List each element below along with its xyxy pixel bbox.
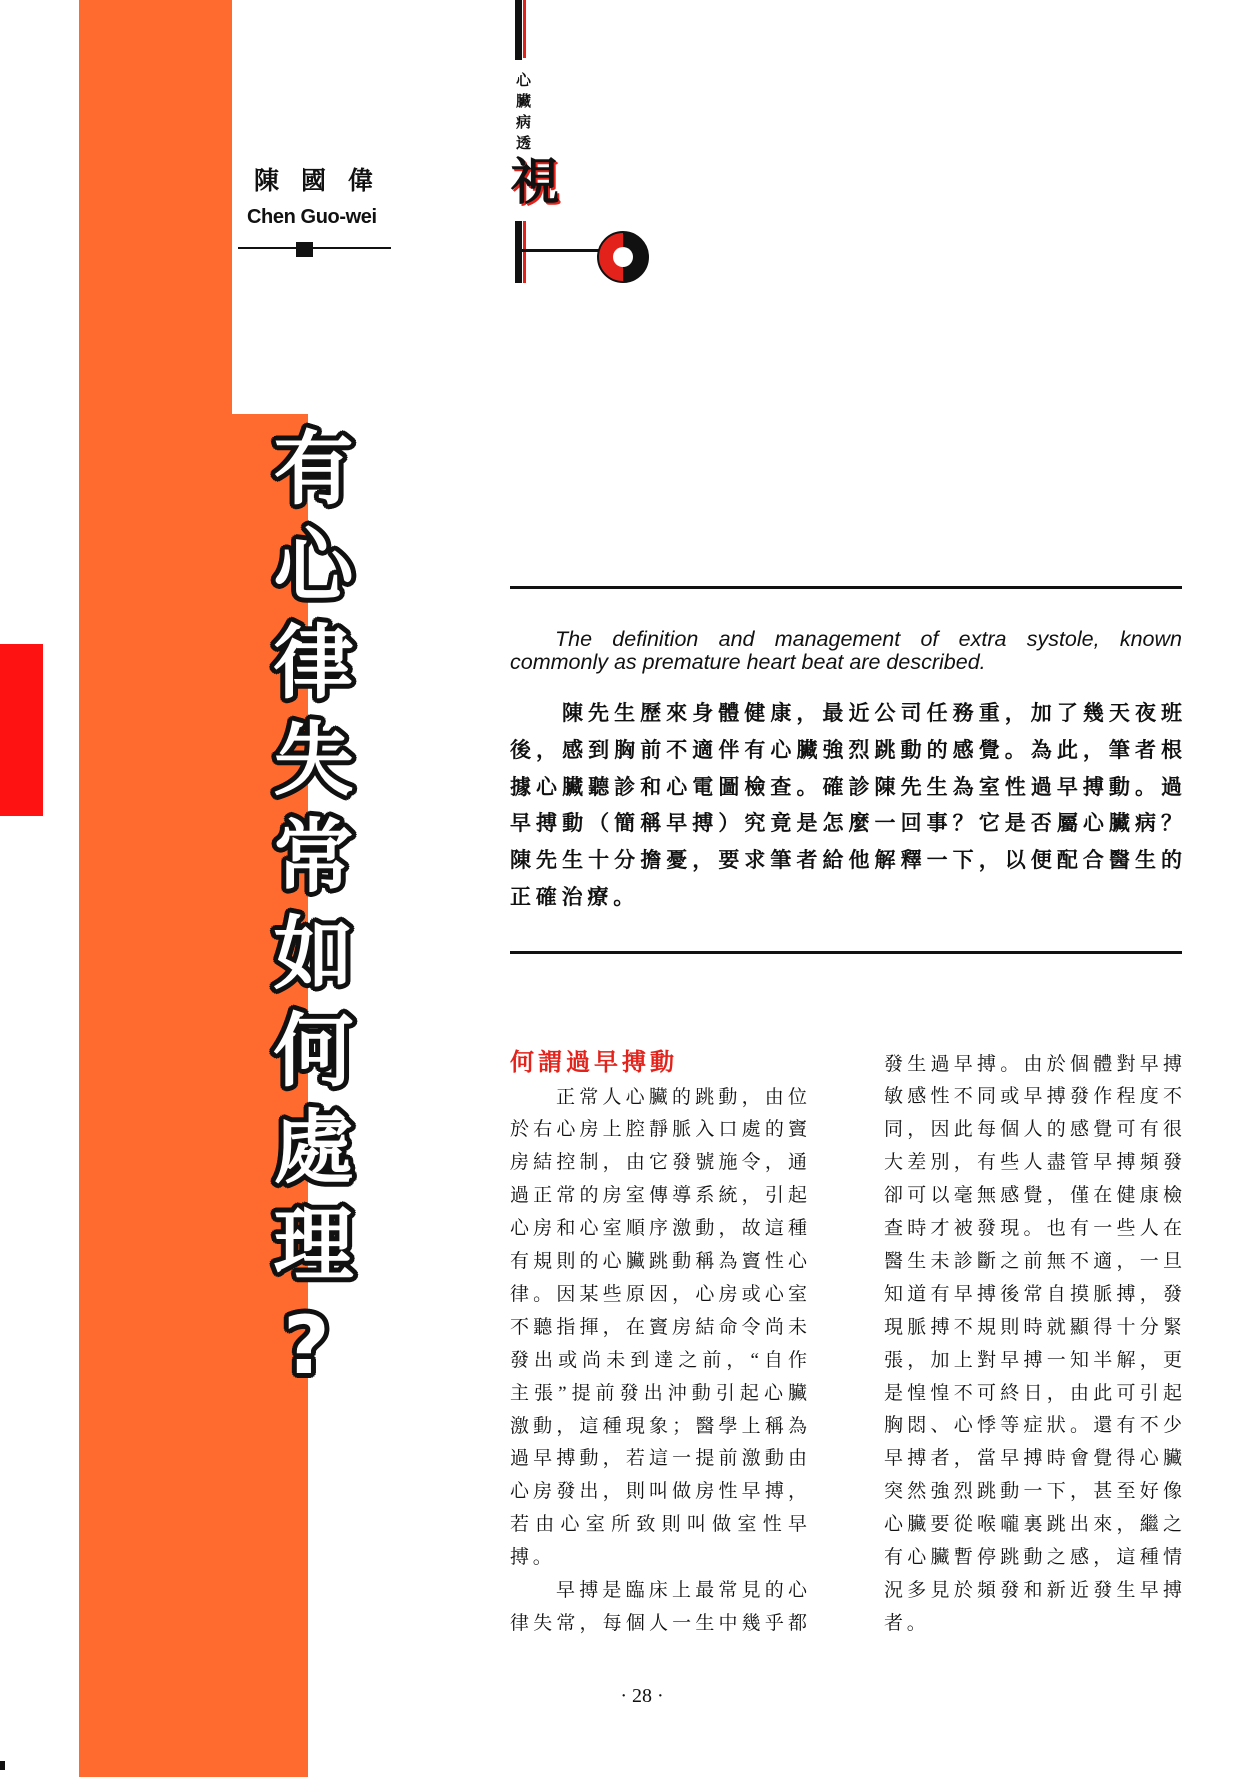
intro-line: 後，感到胸前不適伴有心臟強烈跳動的感覺。為此，筆者根 — [510, 737, 1182, 762]
article-title: 有心律失常如何處理? — [260, 426, 353, 1409]
body-line: 心房發出，則叫做房性早搏， — [510, 1481, 807, 1503]
body-line: 突然強烈跳動一下，甚至好像 — [884, 1481, 1182, 1503]
author-underline — [238, 247, 391, 249]
body-line: 過正常的房室傳導系統，引起 — [510, 1185, 807, 1207]
abstract-line: The definition and management of extra systole, known — [555, 627, 1182, 651]
body-line: 是惶惶不可終日，由此可引起 — [884, 1382, 1182, 1404]
section-heading: 何謂過早搏動 — [510, 1048, 678, 1076]
top-divider — [510, 586, 1182, 589]
body-line: 知道有早搏後常自摸脈搏，發 — [884, 1283, 1182, 1305]
body-paragraph-continued — [884, 1049, 1182, 1641]
body-line: 有規則的心臟跳動稱為竇性心 — [510, 1251, 807, 1273]
body-line: 現脈搏不規則時就顯得十分緊 — [884, 1316, 1182, 1338]
body-paragraph — [510, 1082, 807, 1576]
page-number: · 28 · — [620, 1685, 664, 1707]
body-line: 卻可以毫無感覺，僅在健康檢 — [884, 1185, 1182, 1207]
orange-band-top — [79, 0, 232, 414]
body-line: 者。 — [884, 1612, 930, 1634]
intro-line: 據心臟聽診和心電圖檢查。確診陳先生為室性過早搏動。過 — [510, 774, 1182, 799]
body-line: 不聽指揮，在竇房結命令尚未 — [510, 1316, 807, 1338]
body-line: 房結控制，由它發號施令，通 — [510, 1152, 807, 1174]
english-abstract — [510, 628, 1182, 674]
body-line: 心房和心室順序激動，故這種 — [510, 1218, 807, 1240]
body-line: 張，加上對早搏一知半解，更 — [884, 1349, 1182, 1371]
body-line: 激動，這種現象；醫學上稱為 — [510, 1415, 807, 1437]
body-line: 於右心房上腔靜脈入口處的竇 — [510, 1119, 807, 1141]
body-line: 況多見於頻發和新近發生早搏 — [884, 1580, 1182, 1601]
body-line: 發生過早搏。由於個體對早搏 — [884, 1053, 1182, 1075]
red-side-tab — [0, 644, 43, 816]
column-tag-emblem: 視 — [510, 152, 560, 211]
intro-line: 陳先生歷來身體健康，最近公司任務重，加了幾天夜班 — [562, 701, 1182, 725]
body-line: 查時才被發現。也有一些人在 — [884, 1218, 1182, 1240]
body-line: 若由心室所致則叫做室性早 — [510, 1514, 807, 1536]
intro-line: 正確治療。 — [510, 884, 639, 909]
body-line: 早搏者，當早搏時會覺得心臟 — [884, 1448, 1182, 1470]
body-line: 發出或尚未到達之前，“自作 — [510, 1349, 807, 1371]
body-column-left — [510, 1082, 807, 1641]
body-line: 早搏是臨床上最常見的心 — [556, 1580, 807, 1602]
column-tag-bar — [515, 0, 522, 60]
body-line: 律。因某些原因，心房或心室 — [510, 1283, 807, 1305]
intro-line: 陳先生十分擔憂，要求筆者給他解釋一下，以便配合醫生的 — [510, 848, 1182, 873]
body-line: 敏感性不同或早搏發作程度不 — [884, 1086, 1182, 1108]
body-line: 正常人心臟的跳動，由位 — [556, 1086, 807, 1108]
body-line: 心臟要從喉嚨裏跳出來，繼之 — [884, 1514, 1182, 1536]
column-tag-accent-bar — [523, 0, 526, 58]
body-line: 胸悶、心悸等症狀。還有不少 — [884, 1415, 1182, 1437]
author-name-english: Chen Guo-wei — [247, 206, 377, 228]
bottom-divider — [510, 951, 1182, 954]
body-line: 醫生未診斷之前無不適，一旦 — [884, 1250, 1182, 1272]
body-line: 搏。 — [510, 1547, 556, 1569]
intro-paragraph — [510, 695, 1182, 916]
body-line: 大差別，有些人盡管早搏頻發 — [884, 1152, 1182, 1174]
body-line: 律失常，每個人一生中幾乎都 — [510, 1613, 807, 1634]
body-line: 過早搏動，若這一提前激動由 — [510, 1448, 807, 1470]
body-line: 有心臟暫停跳動之感，這種情 — [884, 1547, 1182, 1569]
abstract-line: commonly as premature heart beat are described. — [510, 650, 986, 674]
column-tag-label: 心臟病透 — [514, 72, 532, 156]
body-line: 同，因此每個人的感覺可有很 — [884, 1119, 1182, 1141]
body-paragraph — [510, 1575, 807, 1641]
author-name-chinese: 陳國偉 — [254, 166, 396, 195]
corner-mark — [0, 1761, 5, 1770]
body-column-right — [884, 1049, 1182, 1641]
author-rule-marker — [296, 242, 313, 257]
intro-line: 早搏動（簡稱早搏）究竟是怎麼一回事？它是否屬心臟病？ — [510, 811, 1182, 836]
hc-logo-icon — [512, 218, 652, 288]
body-line: 主張”提前發出沖動引起心臟 — [510, 1382, 807, 1404]
